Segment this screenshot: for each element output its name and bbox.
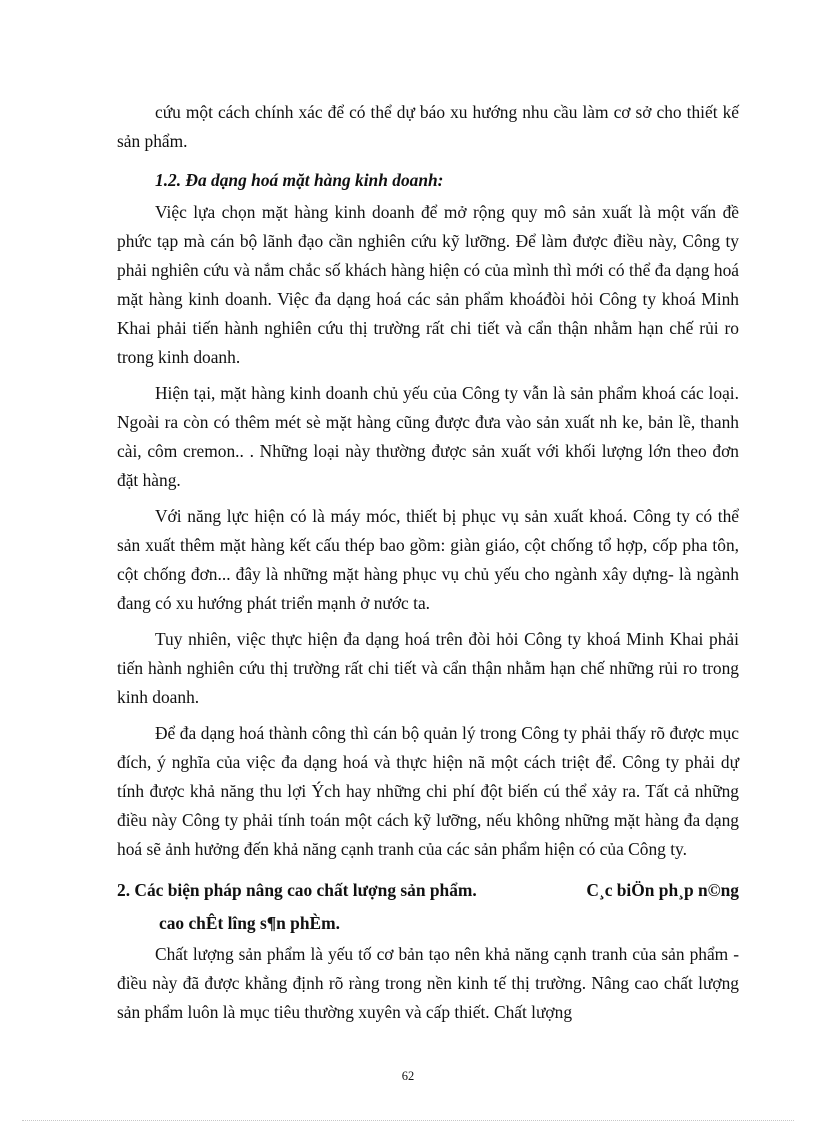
subsection-heading: 1.2. Đa dạng hoá mặt hàng kinh doanh: — [155, 170, 444, 190]
paragraph: Tuy nhiên, việc thực hiện đa dạng hoá trên đòi hỏi Công ty khoá Minh Khai phải tiến hành nghiên cứu thị trường rất chi tiết và cẩn thận nhằm hạn chế những rủi ro trong kinh doanh. — [117, 629, 739, 707]
paragraph-closing: Chất lượng sản phẩm là yếu tố cơ bản tạo nên khả năng cạnh tranh của sản phẩm - điều này đã được khẳng định rõ ràng trong nền kinh tế thị trường. Nâng cao chất lượng sản phẩm luôn là mục tiêu thường xuyên và cấp thiết. Chất lượng — [117, 944, 739, 1022]
section-heading-text: 2. Các biện pháp nâng cao chất lượng sản phẩm. — [117, 880, 477, 900]
section-heading-garbled: C¸c biÖn ph¸p n©ng — [586, 880, 739, 900]
body-text — [117, 98, 739, 1027]
page-bottom-rule — [22, 1120, 794, 1121]
section-heading-continuation: cao chÊt lîng s¶n phÈm. — [159, 913, 340, 933]
paragraph: Với năng lực hiện có là máy móc, thiết bị phục vụ sản xuất khoá. Công ty có thể sản xuất thêm mặt hàng kết cấu thép bao gồm: giàn giáo, cột chống tổ hợp, cốp pha tôn, cột chống đơn... đây là những mặt hàng phục vụ chủ yếu cho ngành xây dựng- là ngành đang có xu hướng phát triển mạnh ở nước ta. — [117, 506, 739, 613]
section-heading — [117, 876, 739, 905]
page-number: 62 — [401, 1069, 415, 1083]
paragraph: Việc lựa chọn mặt hàng kinh doanh để mở rộng quy mô sản xuất là một vấn đề phức tạp mà cán bộ lãnh đạo cần nghiên cứu kỹ lưỡng. Để làm được điều này, Công ty phải nghiên cứu và nắm chắc số khách hàng hiện có của mình thì mới có thể đa dạng hoá mặt hàng kinh doanh. Việc đa dạng hoá các sản phẩm khoáđòi hỏi Công ty khoá Minh Khai phải tiến hành nghiên cứu thị trường rất chi tiết và cẩn thận nhằm hạn chế rủi ro trong kinh doanh. — [117, 202, 739, 367]
paragraph: Hiện tại, mặt hàng kinh doanh chủ yếu của Công ty vẫn là sản phẩm khoá các loại. Ngoài ra còn có thêm mét sè mặt hàng cũng được đưa vào sản xuất nh ke, bản lề, thanh cài, côm cremon.. . Những loại này thường được sản xuất với khối lượng lớn theo đơn đặt hàng. — [117, 383, 739, 490]
paragraph: Để đa dạng hoá thành công thì cán bộ quản lý trong Công ty phải thấy rõ được mục đích, ý nghĩa của việc đa dạng hoá và thực hiện nã một cách triệt để. Công ty phải dự tính được khả năng thu lợi Ých hay những chi phí đột biến cú thể xảy ra. Tất cả những điều này Công ty phải tính toán một cách kỹ lưỡng, nếu không những mặt hàng đa dạng hoá sẽ ảnh hưởng đến khả năng cạnh tranh của các sản phẩm hiện có của Công ty. — [117, 723, 739, 859]
paragraph-continuation: cứu một cách chính xác để có thể dự báo xu hướng nhu cầu làm cơ sở cho thiết kế sản phẩm. — [117, 102, 739, 151]
